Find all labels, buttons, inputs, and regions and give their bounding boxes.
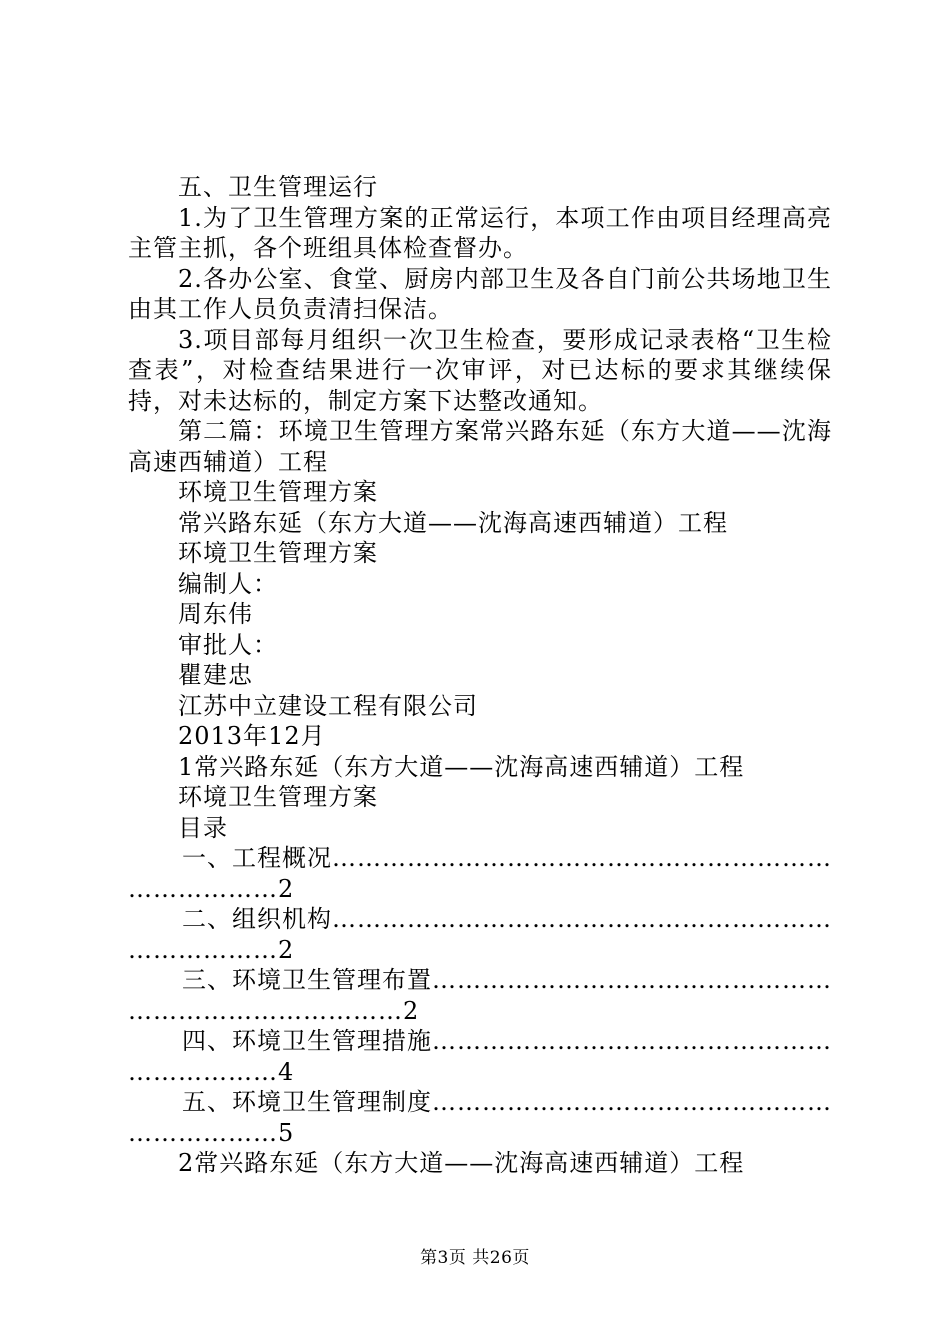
toc-entry[interactable] [128, 843, 832, 904]
toc-entry-page: ………………4 [128, 1057, 295, 1086]
toc-entry-title: 五、环境卫生管理制度………………………………………… [182, 1088, 832, 1116]
doc-title-3: 环境卫生管理方案 [178, 783, 378, 811]
paragraph-1: 1.为了卫生管理方案的正常运行，本项工作由项目经理高亮主管主抓，各个班组具体检查督办。 [128, 203, 832, 262]
toc-entry[interactable] [128, 965, 832, 1026]
chapter-heading: 第二篇：环境卫生管理方案常兴路东延（东方大道——沈海高速西辅道）工程 [128, 417, 832, 476]
toc-entry-page: ………………2 [128, 874, 295, 903]
toc-title: 目录 [178, 813, 228, 842]
page-footer: 第3页 共26页 [420, 1248, 530, 1268]
paragraph-3: 3.项目部每月组织一次卫生检查，要形成记录表格“卫生检查表”，对检查结果进行一次审评，对已达标的要求其继续保持，对未达标的，制定方案下达整改通知。 [128, 325, 832, 415]
toc-entry-title: 四、环境卫生管理措施………………………………………… [182, 1027, 832, 1055]
section-title: 五、卫生管理运行 [178, 173, 378, 201]
toc-entry-page: ……………………………2 [128, 996, 420, 1025]
toc-entry-title: 三、环境卫生管理布置………………………………………… [182, 966, 832, 994]
table-of-contents [128, 843, 832, 1148]
toc-entry[interactable] [128, 1026, 832, 1087]
toc-entry-page: ………………2 [128, 935, 295, 964]
doc-title: 环境卫生管理方案 [178, 478, 378, 506]
company-name: 江苏中立建设工程有限公司 [178, 691, 478, 720]
compiler-name: 周东伟 [178, 600, 253, 628]
project-name-3: 2常兴路东延（东方大道——沈海高速西辅道）工程 [178, 1149, 745, 1177]
page-body [128, 172, 832, 1179]
toc-entry[interactable] [128, 1087, 832, 1148]
approver-label: 审批人： [178, 630, 278, 659]
compiler-label: 编制人： [178, 569, 278, 598]
date: 2013年12月 [178, 722, 326, 750]
toc-entry-title: 二、组织机构…………………………………………………… [182, 905, 832, 933]
paragraph-2: 2.各办公室、食堂、厨房内部卫生及各自门前公共场地卫生由其工作人员负责清扫保洁。 [128, 264, 832, 323]
approver-name: 瞿建忠 [178, 661, 253, 689]
toc-entry-title: 一、工程概况…………………………………………………… [182, 844, 832, 872]
doc-title-2: 环境卫生管理方案 [178, 539, 378, 567]
toc-entry[interactable] [128, 904, 832, 965]
toc-entry-page: ………………5 [128, 1118, 295, 1147]
project-name-2: 1常兴路东延（东方大道——沈海高速西辅道）工程 [178, 752, 745, 781]
project-name: 常兴路东延（东方大道——沈海高速西辅道）工程 [178, 508, 728, 537]
